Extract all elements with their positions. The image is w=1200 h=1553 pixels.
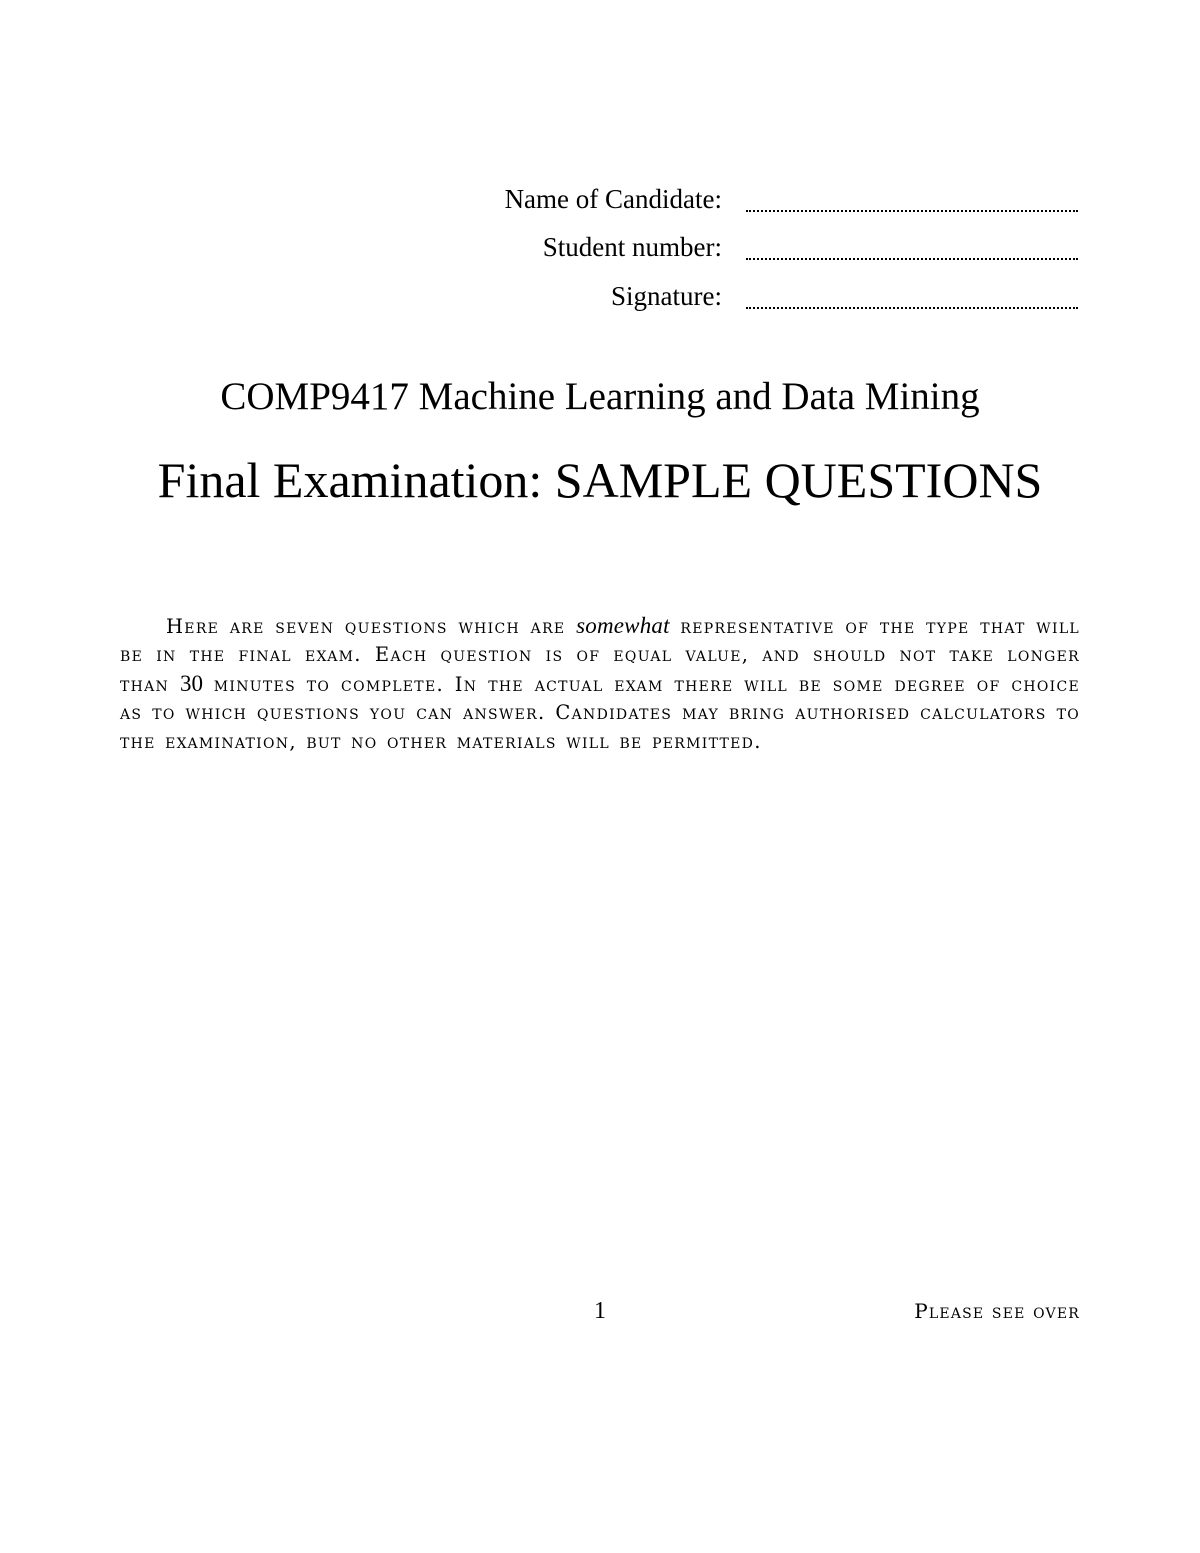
intro-minutes: 30 <box>179 670 203 696</box>
student-number-field[interactable] <box>746 224 1078 260</box>
student-number-label: Student number: <box>542 232 722 262</box>
exam-title: Final Examination: SAMPLE QUESTIONS <box>157 452 1043 508</box>
intro-text-end: minutes to complete. In the actual exam there will be some degree of choice as to which questions you can answer. Candidates may bring authorised calculators to the examination, but no other materials will be permitted. <box>120 672 1081 753</box>
student-number-row <box>0 229 1200 265</box>
course-title: COMP9417 Machine Learning and Data Mining <box>220 375 980 418</box>
signature-label: Signature: <box>611 281 722 311</box>
candidate-name-field[interactable] <box>746 176 1078 212</box>
candidate-name-row <box>0 181 1200 217</box>
candidate-name-label: Name of Candidate: <box>504 184 722 214</box>
intro-text-middle: representative of the type that will be in the final exam. Each question is of equal value, and should not take longer than <box>120 615 1081 696</box>
please-see-over: Please see over <box>914 1299 1080 1323</box>
signature-field[interactable] <box>746 273 1078 309</box>
page-number: 1 <box>594 1298 606 1324</box>
signature-row <box>0 278 1200 314</box>
intro-paragraph <box>120 612 1080 756</box>
intro-emphasis: somewhat <box>576 613 670 638</box>
intro-text-start: Here are seven questions which are <box>166 615 566 638</box>
